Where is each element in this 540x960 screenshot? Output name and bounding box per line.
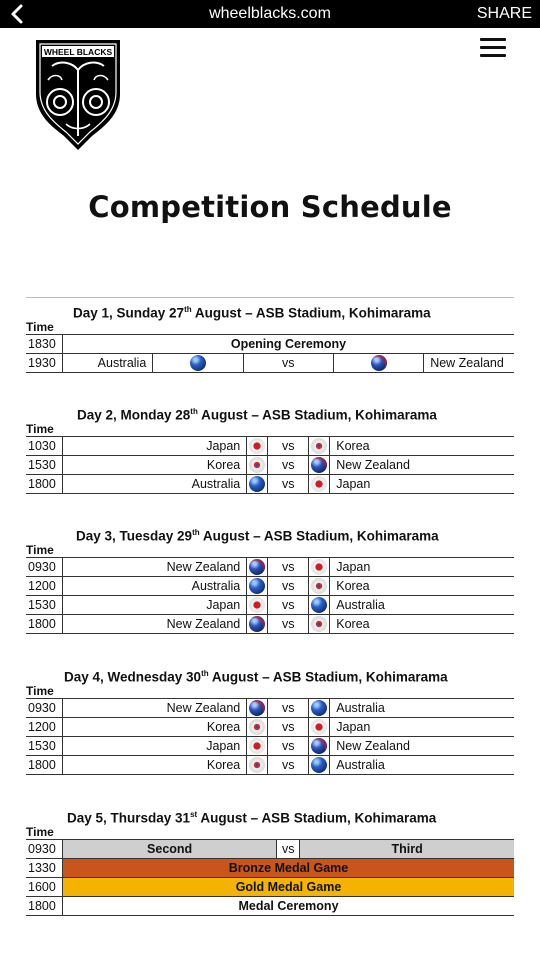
day-4-schedule	[26, 664, 514, 775]
day-heading: Day 2, Monday 28th August – ASB Stadium, Kohimarama	[77, 407, 437, 423]
divider	[26, 297, 514, 298]
day-3-schedule	[26, 523, 514, 634]
bronze-medal-game: Bronze Medal Game	[63, 859, 515, 878]
table-row	[26, 456, 514, 475]
vs-label: vs	[277, 840, 300, 859]
event-cell: Opening Ceremony	[63, 335, 515, 354]
time-cell: 1830	[26, 335, 63, 354]
japan-flag-icon	[249, 597, 265, 613]
home-team: Japan	[63, 437, 247, 456]
vs-label: vs	[268, 718, 309, 737]
new-zealand-flag-icon	[249, 559, 265, 575]
schedule-table	[26, 557, 514, 634]
table-row	[26, 577, 514, 596]
korea-flag-icon	[249, 757, 265, 773]
australia-flag-icon	[311, 700, 327, 716]
away-team: Australia	[330, 596, 514, 615]
time-cell: 1800	[26, 475, 63, 494]
home-team: New Zealand	[63, 699, 247, 718]
new-zealand-flag-icon	[311, 738, 327, 754]
home-team: Australia	[63, 475, 247, 494]
vs-label: vs	[268, 577, 309, 596]
new-zealand-flag-icon	[249, 616, 265, 632]
new-zealand-flag-icon	[311, 457, 327, 473]
day-5-schedule	[26, 805, 514, 916]
medal-ceremony: Medal Ceremony	[63, 897, 515, 916]
table-row	[26, 756, 514, 775]
time-cell: 1800	[26, 615, 63, 634]
home-team: Korea	[63, 718, 247, 737]
australia-flag-icon	[249, 578, 265, 594]
japan-flag-icon	[249, 438, 265, 454]
vs-label: vs	[268, 456, 309, 475]
table-row	[26, 840, 514, 859]
share-button[interactable]: SHARE	[476, 5, 532, 22]
table-row	[26, 558, 514, 577]
time-cell: 0930	[26, 558, 63, 577]
time-cell: 1530	[26, 737, 63, 756]
vs-label: vs	[268, 756, 309, 775]
australia-flag-icon	[190, 355, 206, 371]
korea-flag-icon	[249, 719, 265, 735]
australia-flag-icon	[249, 476, 265, 492]
away-team: Australia	[330, 699, 514, 718]
schedule-table	[26, 839, 514, 916]
home-team: Japan	[63, 596, 247, 615]
table-row	[26, 615, 514, 634]
home-team: Japan	[63, 737, 247, 756]
page-title: Competition Schedule	[88, 190, 452, 224]
korea-flag-icon	[311, 578, 327, 594]
home-team: New Zealand	[63, 615, 247, 634]
vs-label: vs	[268, 615, 309, 634]
day-heading: Day 4, Wednesday 30th August – ASB Stadium, Kohimarama	[64, 669, 448, 685]
day-1-schedule	[26, 300, 514, 373]
away-team: New Zealand	[330, 456, 514, 475]
away-team: Korea	[330, 437, 514, 456]
table-row	[26, 335, 514, 354]
table-row	[26, 737, 514, 756]
vs-label: vs	[268, 558, 309, 577]
table-row	[26, 354, 514, 373]
table-row	[26, 596, 514, 615]
japan-flag-icon	[311, 719, 327, 735]
away-team: Japan	[330, 475, 514, 494]
table-row	[26, 475, 514, 494]
logo-text: WHEEL BLACKS	[43, 47, 113, 57]
vs-label: vs	[268, 699, 309, 718]
away-team: Australia	[330, 756, 514, 775]
time-cell: 1200	[26, 577, 63, 596]
time-column-label: Time	[26, 320, 54, 334]
time-cell: 1530	[26, 456, 63, 475]
away-team: Korea	[330, 615, 514, 634]
australia-flag-icon	[311, 597, 327, 613]
time-cell: 1330	[26, 859, 63, 878]
time-cell: 1930	[26, 354, 63, 373]
gold-medal-game: Gold Medal Game	[63, 878, 515, 897]
away-team: New Zealand	[330, 737, 514, 756]
time-column-label: Time	[26, 543, 54, 557]
new-zealand-flag-icon	[249, 700, 265, 716]
away-team: Japan	[330, 718, 514, 737]
away-team: Third	[300, 840, 514, 859]
time-cell: 0930	[26, 699, 63, 718]
away-team: Korea	[330, 577, 514, 596]
away-team: New Zealand	[424, 354, 514, 373]
vs-label: vs	[268, 596, 309, 615]
browser-bar	[0, 0, 540, 28]
hamburger-menu-icon[interactable]	[480, 38, 506, 58]
time-cell: 1800	[26, 756, 63, 775]
vs-label: vs	[268, 737, 309, 756]
home-team: Australia	[63, 577, 247, 596]
table-row	[26, 718, 514, 737]
korea-flag-icon	[249, 457, 265, 473]
day-heading: Day 3, Tuesday 29th August – ASB Stadium, Kohimarama	[76, 528, 439, 544]
time-cell: 1800	[26, 897, 63, 916]
url-display[interactable]: wheelblacks.com	[209, 5, 331, 22]
table-row	[26, 437, 514, 456]
table-row	[26, 859, 514, 878]
schedule-table	[26, 698, 514, 775]
day-2-schedule	[26, 402, 514, 494]
home-team: New Zealand	[63, 558, 247, 577]
home-team: Australia	[63, 354, 153, 373]
time-column-label: Time	[26, 825, 54, 839]
home-team: Korea	[63, 456, 247, 475]
time-cell: 1530	[26, 596, 63, 615]
time-column-label: Time	[26, 422, 54, 436]
japan-flag-icon	[311, 476, 327, 492]
japan-flag-icon	[249, 738, 265, 754]
time-cell: 1600	[26, 878, 63, 897]
time-cell: 0930	[26, 840, 63, 859]
korea-flag-icon	[311, 616, 327, 632]
australia-flag-icon	[311, 757, 327, 773]
time-cell: 1030	[26, 437, 63, 456]
schedule-table	[26, 334, 514, 373]
vs-label: vs	[268, 437, 309, 456]
wheel-blacks-logo[interactable]	[32, 36, 124, 152]
table-row	[26, 878, 514, 897]
vs-label: vs	[243, 354, 333, 373]
away-team: Japan	[330, 558, 514, 577]
day-heading: Day 1, Sunday 27th August – ASB Stadium, Kohimarama	[73, 305, 431, 321]
home-team: Korea	[63, 756, 247, 775]
schedule-table	[26, 436, 514, 494]
table-row	[26, 897, 514, 916]
time-cell: 1200	[26, 718, 63, 737]
vs-label: vs	[268, 475, 309, 494]
table-row	[26, 699, 514, 718]
korea-flag-icon	[311, 438, 327, 454]
home-team: Second	[63, 840, 277, 859]
new-zealand-flag-icon	[371, 355, 387, 371]
day-heading: Day 5, Thursday 31st August – ASB Stadium, Kohimarama	[67, 810, 437, 826]
time-column-label: Time	[26, 684, 54, 698]
japan-flag-icon	[311, 559, 327, 575]
